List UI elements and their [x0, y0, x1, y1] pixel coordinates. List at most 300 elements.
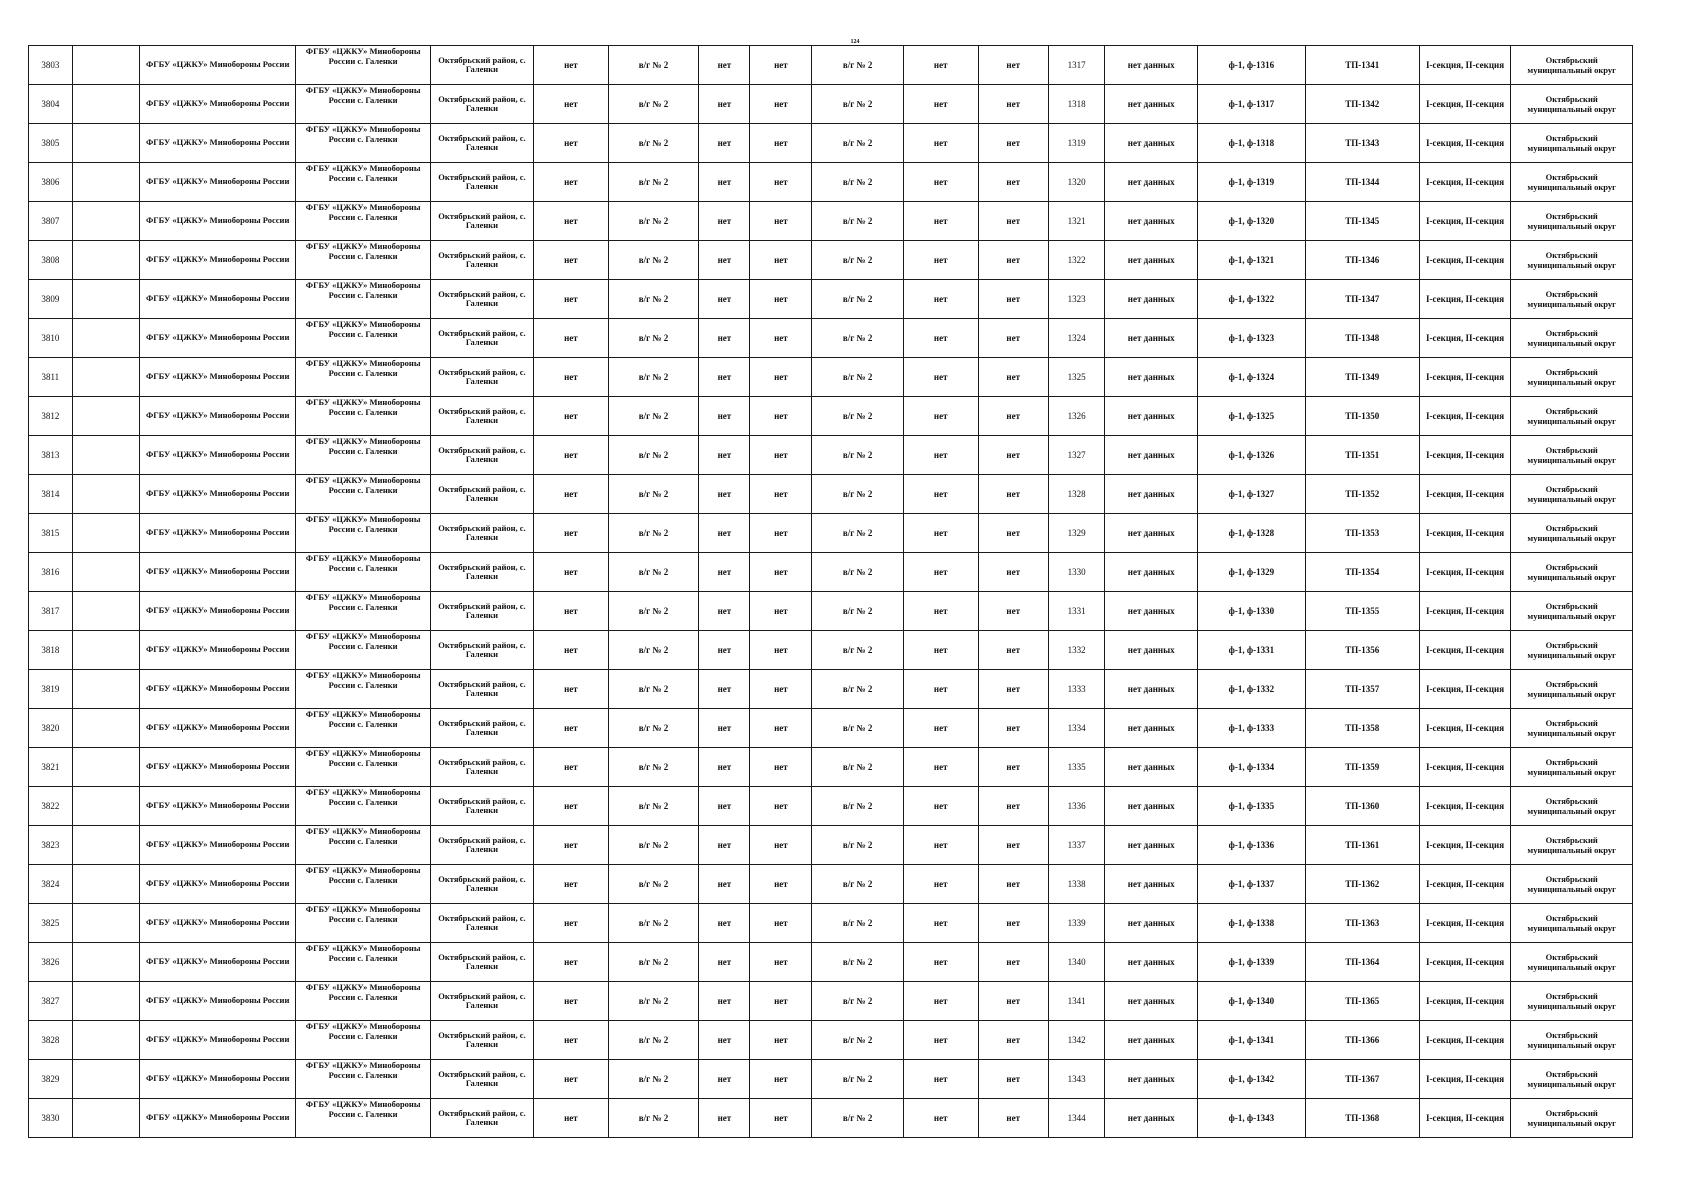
data-status-cell: нет данных [1105, 475, 1198, 514]
value-cell-7: нет [978, 514, 1048, 553]
value-cell-3: нет [699, 397, 750, 436]
okrug-cell: Октябрьский муниципальный округ [1511, 592, 1633, 631]
value-cell-2: в/г № 2 [608, 358, 699, 397]
value-cell-2: в/г № 2 [608, 85, 699, 124]
value-cell-3: нет [699, 124, 750, 163]
value-cell-3: нет [699, 514, 750, 553]
feeder-cell: ф-1, ф-1337 [1198, 865, 1306, 904]
data-status-cell: нет данных [1105, 397, 1198, 436]
okrug-cell: Октябрьский муниципальный округ [1511, 280, 1633, 319]
sections-cell: I-секция, II-секция [1419, 943, 1511, 982]
table-row [29, 397, 1633, 436]
organization-cell: ФГБУ «ЦЖКУ» Минобороны России [139, 943, 296, 982]
value-cell-6: нет [903, 670, 978, 709]
empty-cell [72, 475, 139, 514]
code-cell: 1322 [1048, 241, 1104, 280]
value-cell-6: нет [903, 943, 978, 982]
sections-cell: I-секция, II-секция [1419, 553, 1511, 592]
value-cell-1: нет [534, 397, 609, 436]
value-cell-4: нет [750, 85, 812, 124]
value-cell-1: нет [534, 436, 609, 475]
code-cell: 1324 [1048, 319, 1104, 358]
address-cell: Октябрьский район, с. Галенки [430, 46, 533, 85]
transformer-cell: ТП-1358 [1305, 709, 1419, 748]
value-cell-6: нет [903, 202, 978, 241]
empty-cell [72, 1099, 139, 1138]
feeder-cell: ф-1, ф-1339 [1198, 943, 1306, 982]
sections-cell: I-секция, II-секция [1419, 592, 1511, 631]
empty-cell [72, 202, 139, 241]
sections-cell: I-секция, II-секция [1419, 358, 1511, 397]
empty-cell [72, 709, 139, 748]
data-status-cell: нет данных [1105, 592, 1198, 631]
address-cell: Октябрьский район, с. Галенки [430, 553, 533, 592]
okrug-cell: Октябрьский муниципальный округ [1511, 241, 1633, 280]
organization-cell: ФГБУ «ЦЖКУ» Минобороны России [139, 1060, 296, 1099]
data-status-cell: нет данных [1105, 904, 1198, 943]
value-cell-7: нет [978, 436, 1048, 475]
value-cell-2: в/г № 2 [608, 865, 699, 904]
value-cell-5: в/г № 2 [812, 397, 904, 436]
value-cell-3: нет [699, 982, 750, 1021]
feeder-cell: ф-1, ф-1325 [1198, 397, 1306, 436]
value-cell-6: нет [903, 982, 978, 1021]
value-cell-1: нет [534, 553, 609, 592]
sections-cell: I-секция, II-секция [1419, 319, 1511, 358]
value-cell-7: нет [978, 124, 1048, 163]
address-cell: Октябрьский район, с. Галенки [430, 748, 533, 787]
code-cell: 1321 [1048, 202, 1104, 241]
data-status-cell: нет данных [1105, 436, 1198, 475]
organization-cell: ФГБУ «ЦЖКУ» Минобороны России [139, 163, 296, 202]
row-number-cell: 3829 [29, 1060, 73, 1099]
value-cell-6: нет [903, 631, 978, 670]
feeder-cell: ф-1, ф-1319 [1198, 163, 1306, 202]
code-cell: 1320 [1048, 163, 1104, 202]
organization-cell: ФГБУ «ЦЖКУ» Минобороны России [139, 865, 296, 904]
value-cell-3: нет [699, 826, 750, 865]
owner-cell: ФГБУ «ЦЖКУ» Минобороны России с. Галенки [296, 124, 430, 163]
transformer-cell: ТП-1351 [1305, 436, 1419, 475]
feeder-cell: ф-1, ф-1343 [1198, 1099, 1306, 1138]
transformer-cell: ТП-1364 [1305, 943, 1419, 982]
okrug-cell: Октябрьский муниципальный округ [1511, 1021, 1633, 1060]
address-cell: Октябрьский район, с. Галенки [430, 1099, 533, 1138]
value-cell-3: нет [699, 202, 750, 241]
empty-cell [72, 46, 139, 85]
feeder-cell: ф-1, ф-1340 [1198, 982, 1306, 1021]
table-row [29, 982, 1633, 1021]
table-row [29, 1060, 1633, 1099]
sections-cell: I-секция, II-секция [1419, 46, 1511, 85]
code-cell: 1323 [1048, 280, 1104, 319]
value-cell-7: нет [978, 1099, 1048, 1138]
value-cell-4: нет [750, 709, 812, 748]
owner-cell: ФГБУ «ЦЖКУ» Минобороны России с. Галенки [296, 592, 430, 631]
value-cell-5: в/г № 2 [812, 319, 904, 358]
transformer-cell: ТП-1363 [1305, 904, 1419, 943]
organization-cell: ФГБУ «ЦЖКУ» Минобороны России [139, 982, 296, 1021]
value-cell-6: нет [903, 592, 978, 631]
okrug-cell: Октябрьский муниципальный округ [1511, 904, 1633, 943]
feeder-cell: ф-1, ф-1341 [1198, 1021, 1306, 1060]
value-cell-7: нет [978, 904, 1048, 943]
value-cell-3: нет [699, 1099, 750, 1138]
sections-cell: I-секция, II-секция [1419, 709, 1511, 748]
okrug-cell: Октябрьский муниципальный округ [1511, 124, 1633, 163]
value-cell-7: нет [978, 163, 1048, 202]
row-number-cell: 3804 [29, 85, 73, 124]
value-cell-2: в/г № 2 [608, 982, 699, 1021]
transformer-cell: ТП-1367 [1305, 1060, 1419, 1099]
code-cell: 1325 [1048, 358, 1104, 397]
value-cell-4: нет [750, 592, 812, 631]
value-cell-6: нет [903, 1099, 978, 1138]
okrug-cell: Октябрьский муниципальный округ [1511, 748, 1633, 787]
value-cell-6: нет [903, 553, 978, 592]
code-cell: 1339 [1048, 904, 1104, 943]
empty-cell [72, 514, 139, 553]
owner-cell: ФГБУ «ЦЖКУ» Минобороны России с. Галенки [296, 865, 430, 904]
owner-cell: ФГБУ «ЦЖКУ» Минобороны России с. Галенки [296, 787, 430, 826]
owner-cell: ФГБУ «ЦЖКУ» Минобороны России с. Галенки [296, 280, 430, 319]
value-cell-2: в/г № 2 [608, 904, 699, 943]
sections-cell: I-секция, II-секция [1419, 1060, 1511, 1099]
value-cell-1: нет [534, 1060, 609, 1099]
row-number-cell: 3819 [29, 670, 73, 709]
value-cell-3: нет [699, 943, 750, 982]
value-cell-2: в/г № 2 [608, 436, 699, 475]
okrug-cell: Октябрьский муниципальный округ [1511, 319, 1633, 358]
value-cell-3: нет [699, 85, 750, 124]
row-number-cell: 3825 [29, 904, 73, 943]
owner-cell: ФГБУ «ЦЖКУ» Минобороны России с. Галенки [296, 202, 430, 241]
value-cell-2: в/г № 2 [608, 709, 699, 748]
organization-cell: ФГБУ «ЦЖКУ» Минобороны России [139, 1021, 296, 1060]
owner-cell: ФГБУ «ЦЖКУ» Минобороны России с. Галенки [296, 748, 430, 787]
value-cell-5: в/г № 2 [812, 85, 904, 124]
value-cell-4: нет [750, 124, 812, 163]
value-cell-6: нет [903, 514, 978, 553]
row-number-cell: 3830 [29, 1099, 73, 1138]
value-cell-1: нет [534, 865, 609, 904]
value-cell-6: нет [903, 1021, 978, 1060]
sections-cell: I-секция, II-секция [1419, 670, 1511, 709]
code-cell: 1333 [1048, 670, 1104, 709]
value-cell-6: нет [903, 709, 978, 748]
table-row [29, 319, 1633, 358]
value-cell-6: нет [903, 748, 978, 787]
sections-cell: I-секция, II-секция [1419, 436, 1511, 475]
data-status-cell: нет данных [1105, 943, 1198, 982]
value-cell-4: нет [750, 358, 812, 397]
value-cell-1: нет [534, 202, 609, 241]
okrug-cell: Октябрьский муниципальный округ [1511, 436, 1633, 475]
code-cell: 1344 [1048, 1099, 1104, 1138]
value-cell-1: нет [534, 592, 609, 631]
transformer-cell: ТП-1348 [1305, 319, 1419, 358]
value-cell-3: нет [699, 436, 750, 475]
code-cell: 1318 [1048, 85, 1104, 124]
address-cell: Октябрьский район, с. Галенки [430, 1021, 533, 1060]
address-cell: Октябрьский район, с. Галенки [430, 865, 533, 904]
feeder-cell: ф-1, ф-1333 [1198, 709, 1306, 748]
value-cell-7: нет [978, 358, 1048, 397]
value-cell-6: нет [903, 319, 978, 358]
value-cell-5: в/г № 2 [812, 46, 904, 85]
code-cell: 1326 [1048, 397, 1104, 436]
code-cell: 1332 [1048, 631, 1104, 670]
value-cell-3: нет [699, 553, 750, 592]
empty-cell [72, 163, 139, 202]
table-row [29, 1021, 1633, 1060]
organization-cell: ФГБУ «ЦЖКУ» Минобороны России [139, 631, 296, 670]
feeder-cell: ф-1, ф-1326 [1198, 436, 1306, 475]
owner-cell: ФГБУ «ЦЖКУ» Минобороны России с. Галенки [296, 1099, 430, 1138]
okrug-cell: Октябрьский муниципальный округ [1511, 826, 1633, 865]
value-cell-2: в/г № 2 [608, 826, 699, 865]
value-cell-5: в/г № 2 [812, 280, 904, 319]
feeder-cell: ф-1, ф-1331 [1198, 631, 1306, 670]
sections-cell: I-секция, II-секция [1419, 982, 1511, 1021]
okrug-cell: Октябрьский муниципальный округ [1511, 865, 1633, 904]
page-number: 124 [850, 39, 860, 45]
owner-cell: ФГБУ «ЦЖКУ» Минобороны России с. Галенки [296, 631, 430, 670]
value-cell-5: в/г № 2 [812, 709, 904, 748]
code-cell: 1336 [1048, 787, 1104, 826]
value-cell-5: в/г № 2 [812, 826, 904, 865]
value-cell-5: в/г № 2 [812, 514, 904, 553]
okrug-cell: Октябрьский муниципальный округ [1511, 943, 1633, 982]
code-cell: 1317 [1048, 46, 1104, 85]
row-number-cell: 3815 [29, 514, 73, 553]
owner-cell: ФГБУ «ЦЖКУ» Минобороны России с. Галенки [296, 1060, 430, 1099]
row-number-cell: 3826 [29, 943, 73, 982]
value-cell-1: нет [534, 241, 609, 280]
table-row [29, 943, 1633, 982]
owner-cell: ФГБУ «ЦЖКУ» Минобороны России с. Галенки [296, 397, 430, 436]
value-cell-1: нет [534, 670, 609, 709]
transformer-cell: ТП-1347 [1305, 280, 1419, 319]
sections-cell: I-секция, II-секция [1419, 397, 1511, 436]
owner-cell: ФГБУ «ЦЖКУ» Минобороны России с. Галенки [296, 553, 430, 592]
organization-cell: ФГБУ «ЦЖКУ» Минобороны России [139, 46, 296, 85]
organization-cell: ФГБУ «ЦЖКУ» Минобороны России [139, 358, 296, 397]
row-number-cell: 3812 [29, 397, 73, 436]
value-cell-5: в/г № 2 [812, 631, 904, 670]
sections-cell: I-секция, II-секция [1419, 475, 1511, 514]
organization-cell: ФГБУ «ЦЖКУ» Минобороны России [139, 826, 296, 865]
value-cell-7: нет [978, 982, 1048, 1021]
row-number-cell: 3811 [29, 358, 73, 397]
transformer-cell: ТП-1356 [1305, 631, 1419, 670]
okrug-cell: Октябрьский муниципальный округ [1511, 982, 1633, 1021]
code-cell: 1337 [1048, 826, 1104, 865]
value-cell-7: нет [978, 46, 1048, 85]
value-cell-5: в/г № 2 [812, 904, 904, 943]
value-cell-7: нет [978, 1060, 1048, 1099]
value-cell-7: нет [978, 202, 1048, 241]
value-cell-6: нет [903, 241, 978, 280]
empty-cell [72, 631, 139, 670]
organization-cell: ФГБУ «ЦЖКУ» Минобороны России [139, 397, 296, 436]
value-cell-6: нет [903, 280, 978, 319]
empty-cell [72, 1021, 139, 1060]
row-number-cell: 3816 [29, 553, 73, 592]
value-cell-3: нет [699, 358, 750, 397]
row-number-cell: 3809 [29, 280, 73, 319]
code-cell: 1334 [1048, 709, 1104, 748]
value-cell-5: в/г № 2 [812, 1021, 904, 1060]
code-cell: 1338 [1048, 865, 1104, 904]
okrug-cell: Октябрьский муниципальный округ [1511, 1099, 1633, 1138]
value-cell-1: нет [534, 280, 609, 319]
value-cell-3: нет [699, 748, 750, 787]
sections-cell: I-секция, II-секция [1419, 241, 1511, 280]
table-row [29, 280, 1633, 319]
value-cell-3: нет [699, 787, 750, 826]
table-row [29, 202, 1633, 241]
value-cell-4: нет [750, 748, 812, 787]
value-cell-7: нет [978, 553, 1048, 592]
value-cell-2: в/г № 2 [608, 319, 699, 358]
empty-cell [72, 358, 139, 397]
organization-cell: ФГБУ «ЦЖКУ» Минобороны России [139, 514, 296, 553]
value-cell-1: нет [534, 787, 609, 826]
value-cell-5: в/г № 2 [812, 1060, 904, 1099]
value-cell-2: в/г № 2 [608, 163, 699, 202]
owner-cell: ФГБУ «ЦЖКУ» Минобороны России с. Галенки [296, 85, 430, 124]
address-cell: Октябрьский район, с. Галенки [430, 943, 533, 982]
data-status-cell: нет данных [1105, 46, 1198, 85]
transformer-cell: ТП-1365 [1305, 982, 1419, 1021]
value-cell-4: нет [750, 670, 812, 709]
value-cell-2: в/г № 2 [608, 553, 699, 592]
value-cell-4: нет [750, 553, 812, 592]
empty-cell [72, 280, 139, 319]
organization-cell: ФГБУ «ЦЖКУ» Минобороны России [139, 436, 296, 475]
value-cell-4: нет [750, 787, 812, 826]
sections-cell: I-секция, II-секция [1419, 1021, 1511, 1060]
value-cell-3: нет [699, 631, 750, 670]
address-cell: Октябрьский район, с. Галенки [430, 85, 533, 124]
value-cell-5: в/г № 2 [812, 124, 904, 163]
value-cell-4: нет [750, 631, 812, 670]
transformer-cell: ТП-1344 [1305, 163, 1419, 202]
feeder-cell: ф-1, ф-1323 [1198, 319, 1306, 358]
value-cell-1: нет [534, 748, 609, 787]
value-cell-6: нет [903, 826, 978, 865]
data-status-cell: нет данных [1105, 748, 1198, 787]
value-cell-4: нет [750, 319, 812, 358]
empty-cell [72, 904, 139, 943]
value-cell-2: в/г № 2 [608, 748, 699, 787]
feeder-cell: ф-1, ф-1321 [1198, 241, 1306, 280]
value-cell-5: в/г № 2 [812, 358, 904, 397]
data-status-cell: нет данных [1105, 241, 1198, 280]
sections-cell: I-секция, II-секция [1419, 280, 1511, 319]
feeder-cell: ф-1, ф-1327 [1198, 475, 1306, 514]
value-cell-6: нет [903, 787, 978, 826]
code-cell: 1341 [1048, 982, 1104, 1021]
value-cell-5: в/г № 2 [812, 202, 904, 241]
table-row [29, 85, 1633, 124]
table-row [29, 475, 1633, 514]
feeder-cell: ф-1, ф-1329 [1198, 553, 1306, 592]
value-cell-1: нет [534, 631, 609, 670]
value-cell-1: нет [534, 1021, 609, 1060]
sections-cell: I-секция, II-секция [1419, 124, 1511, 163]
value-cell-6: нет [903, 124, 978, 163]
organization-cell: ФГБУ «ЦЖКУ» Минобороны России [139, 319, 296, 358]
data-status-cell: нет данных [1105, 670, 1198, 709]
table-row [29, 358, 1633, 397]
value-cell-1: нет [534, 85, 609, 124]
row-number-cell: 3813 [29, 436, 73, 475]
organization-cell: ФГБУ «ЦЖКУ» Минобороны России [139, 85, 296, 124]
value-cell-7: нет [978, 709, 1048, 748]
row-number-cell: 3805 [29, 124, 73, 163]
value-cell-4: нет [750, 826, 812, 865]
value-cell-7: нет [978, 85, 1048, 124]
registry-table [28, 45, 1633, 1138]
value-cell-6: нет [903, 436, 978, 475]
feeder-cell: ф-1, ф-1336 [1198, 826, 1306, 865]
value-cell-7: нет [978, 1021, 1048, 1060]
empty-cell [72, 670, 139, 709]
transformer-cell: ТП-1342 [1305, 85, 1419, 124]
value-cell-3: нет [699, 592, 750, 631]
table-row [29, 436, 1633, 475]
value-cell-4: нет [750, 1099, 812, 1138]
table-body [29, 46, 1633, 1138]
value-cell-5: в/г № 2 [812, 670, 904, 709]
value-cell-1: нет [534, 982, 609, 1021]
empty-cell [72, 826, 139, 865]
value-cell-6: нет [903, 1060, 978, 1099]
value-cell-1: нет [534, 904, 609, 943]
value-cell-2: в/г № 2 [608, 514, 699, 553]
value-cell-5: в/г № 2 [812, 787, 904, 826]
value-cell-4: нет [750, 1060, 812, 1099]
value-cell-7: нет [978, 826, 1048, 865]
transformer-cell: ТП-1350 [1305, 397, 1419, 436]
address-cell: Октябрьский район, с. Галенки [430, 670, 533, 709]
value-cell-6: нет [903, 46, 978, 85]
organization-cell: ФГБУ «ЦЖКУ» Минобороны России [139, 1099, 296, 1138]
value-cell-1: нет [534, 709, 609, 748]
row-number-cell: 3828 [29, 1021, 73, 1060]
owner-cell: ФГБУ «ЦЖКУ» Минобороны России с. Галенки [296, 319, 430, 358]
feeder-cell: ф-1, ф-1334 [1198, 748, 1306, 787]
value-cell-3: нет [699, 709, 750, 748]
empty-cell [72, 436, 139, 475]
value-cell-2: в/г № 2 [608, 1099, 699, 1138]
sections-cell: I-секция, II-секция [1419, 865, 1511, 904]
value-cell-5: в/г № 2 [812, 553, 904, 592]
row-number-cell: 3814 [29, 475, 73, 514]
value-cell-4: нет [750, 436, 812, 475]
okrug-cell: Октябрьский муниципальный округ [1511, 397, 1633, 436]
sections-cell: I-секция, II-секция [1419, 202, 1511, 241]
address-cell: Октябрьский район, с. Галенки [430, 241, 533, 280]
value-cell-3: нет [699, 904, 750, 943]
transformer-cell: ТП-1368 [1305, 1099, 1419, 1138]
value-cell-4: нет [750, 202, 812, 241]
sections-cell: I-секция, II-секция [1419, 514, 1511, 553]
address-cell: Октябрьский район, с. Галенки [430, 397, 533, 436]
transformer-cell: ТП-1345 [1305, 202, 1419, 241]
